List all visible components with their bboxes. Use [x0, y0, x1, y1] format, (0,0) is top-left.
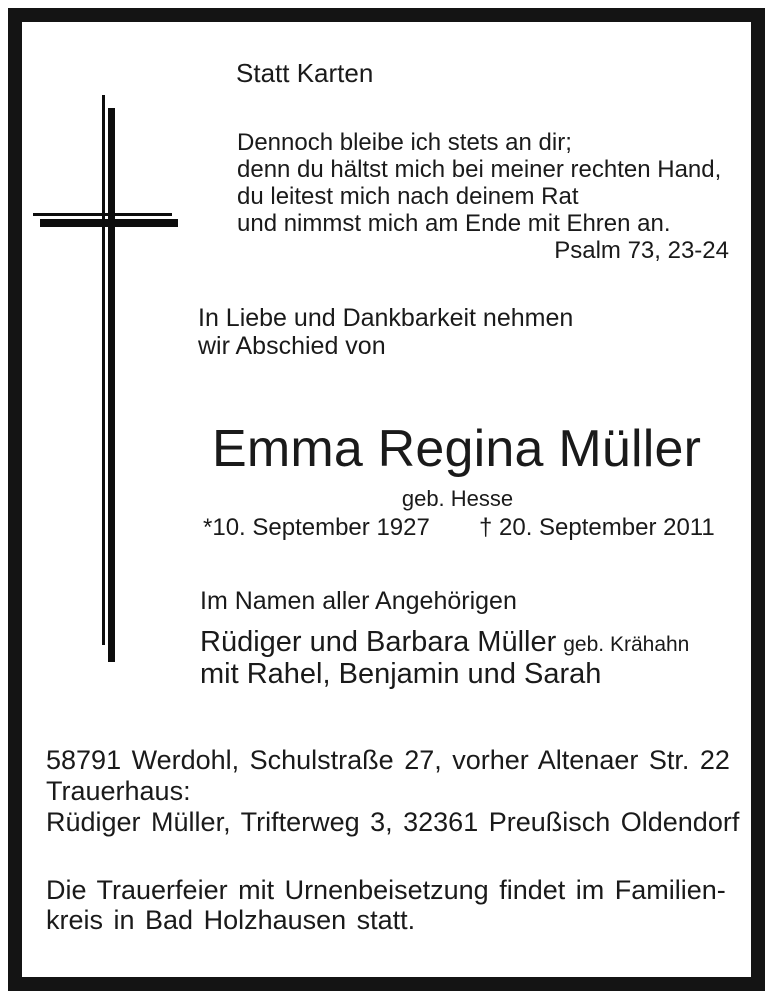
cross-vertical-thin-line: [102, 95, 105, 645]
statt-karten-note: Statt Karten: [236, 58, 374, 88]
farewell-line: In Liebe und Dankbarkeit nehmen: [198, 304, 574, 332]
verse-line: Dennoch bleibe ich stets an dir;: [237, 129, 572, 156]
funeral-info-line: Die Trauerfeier mit Urnenbeisetzung findet im Familien-: [46, 875, 726, 905]
verse-line: du leitest mich nach deinem Rat: [237, 183, 579, 210]
mourners-parents: [200, 626, 689, 661]
death-date: † 20. September 2011: [479, 514, 715, 541]
verse-line: und nimmst mich am Ende mit Ehren an.: [237, 210, 671, 237]
cross-horizontal-thick-line: [40, 219, 178, 227]
address-block: [46, 745, 739, 838]
parents-names: Rüdiger und Barbara Müller: [200, 626, 557, 658]
mourners-intro: Im Namen aller Angehörigen: [200, 587, 517, 615]
birth-date: *10. September 1927: [203, 514, 430, 541]
psalm-citation: Psalm 73, 23-24: [554, 237, 729, 264]
psalm-verse: [237, 129, 729, 264]
maiden-name: geb. Hesse: [401, 486, 514, 511]
cross-horizontal-thin-line: [33, 213, 172, 216]
funeral-info: [46, 875, 726, 935]
farewell-line: wir Abschied von: [198, 332, 386, 360]
verse-line: denn du hältst mich bei meiner rechten Hand,: [237, 156, 722, 183]
funeral-info-line: kreis in Bad Holzhausen statt.: [46, 905, 416, 935]
address-line: Rüdiger Müller, Trifterweg 3, 32361 Preußisch Oldendorf: [46, 807, 740, 837]
mourners-children: mit Rahel, Benjamin und Sarah: [200, 658, 602, 690]
parents-maiden-name: geb. Krähahn: [563, 633, 690, 656]
address-line: 58791 Werdohl, Schulstraße 27, vorher Altenaer Str. 22: [46, 745, 730, 775]
cross-vertical-thick-line: [108, 108, 115, 662]
farewell-intro: [198, 304, 573, 360]
deceased-name: Emma Regina Müller: [212, 420, 702, 478]
address-line: Trauerhaus:: [46, 776, 191, 806]
